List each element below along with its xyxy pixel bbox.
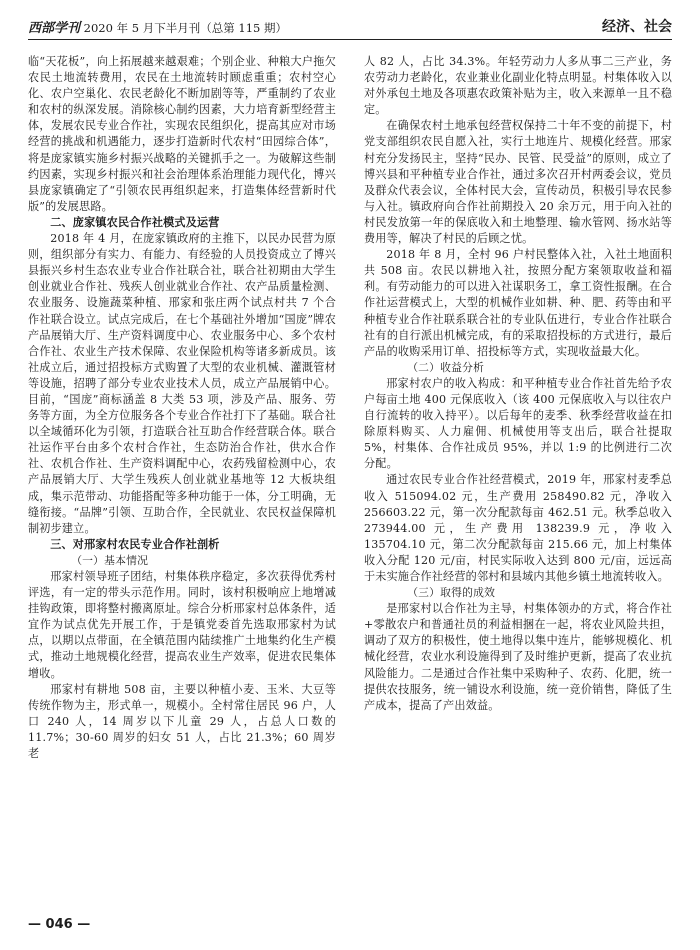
section-title: 经济、社会 <box>602 19 672 35</box>
issue-info: 2020 年 5 月下半月刊（总第 115 期） <box>83 21 287 35</box>
paragraph: 临“天花板”，向上拓展越来越艰难；个别企业、种粮大户拖欠农民土地流转费用，农民在土地流转时顾虑重重；农村空心化、农户空巢化、农民老龄化不断加剧等等，严重制约了农业和农村的纵深发展。消除核心制约因素，大力培育新型经营主体，发展农民专业合作社，实现农民组织化，提高其应对市场经营的挑战和机遇能力，逐步打造新时代农村“田园综合体”，将是庞家镇实施乡村振兴战略的关键抓手之一。为破解这些制约因素，实现乡村振兴和社会治理体系治理能力现代化，博兴县庞家镇确定了“引领农民再组织起来，打造集体经营新时代版”的发展思路。 <box>28 55 336 213</box>
paragraph: 邢家村有耕地 508 亩，主要以种植小麦、玉米、大豆等传统作物为主，形式单一，规模小。全村常住居民 96 户，人口 240 人，14 周岁以下儿童 29 人，占总人口数的 11.7%；30-60 周岁的妇女 51 人，占比 21.3%；60 周岁老 <box>28 682 336 761</box>
paragraph: 2018 年 4 月，在庞家镇政府的主推下，以民办民营为原则，组织部分有实力、有能力、有经验的人员投资成立了博兴县振兴乡村生态农业专业合作社联合社，联合社初期由大学生创业就业合作社、残疾人创业就业合作社、农产品质量检测、农业服务、设施蔬菜种植、邢家和张庄两个试点村共 7 个合作社联合设立。试点完成后，在七个基础社外增加“国庞”牌农产品展销大厅、生产资料调度中心、农业服务中心、多个农村合作社、农业生产技术保障、农业保险机构等诸多新成员。该社成立后，通过招投标方式购置了大型的农业机械、灌溉管材等设施，招聘了部分专业农业技术人员，成立产品展销中心。目前，“国庞”商标涵盖 8 大类 53 项，涉及产品、服务、劳务等方面，为全方位服务各个专业合作社打下了基础。联合社以全域循环化为引领，打造联合社互助合作经营联合体。联合社运作平台由多个农村合作社，生态防治合作社，供水合作社、农机合作社、生产资料调配中心，农药残留检测中心，农产品展销大厅、大学生残疾人创业就业基地等 12 大板块组成，集示范带动、功能搭配等多种功能于一体，分工明确，无缝衔接。“品牌”引领、互助合作，全民就业、农民权益保障机制初步建立。 <box>28 232 336 535</box>
paragraph: 在确保农村土地承包经营权保持二十年不变的前提下，村党支部组织农民自愿入社，实行土地连片、规模化经营。邢家村充分发扬民主，坚持“民办、民管、民受益”的原则，成立了博兴县和平种植专业合作社，通过多次召开村两委会议，党员及群众代表会议，全体村民大会，宣传动员，积极引导农民参与入社。镇政府向合作社前期投入 20 余万元，用于向入社的村民发放第一年的保底收入和土地整理、输水管网、扬水站等费用等，解决了村民的后顾之忧。 <box>364 119 672 246</box>
paragraph: 通过农民专业合作社经营模式，2019 年，邢家村麦季总收入 515094.02 元，生产费用 258490.82 元，净收入 256603.22 元，第一次分配款每亩 462.51 元。秋季总收入 273944.00 元，生产费用 138239.9 元，净收入 135704.10 元，第二次分配款每亩 215.66 元，加上村集体收入分配 120 元/亩，村民实际收入达到 800 元/亩，远远高于未实施合作社经营的邻村和县域内其他乡镇土地流转收入。 <box>364 473 672 583</box>
journal-issue-line <box>28 17 287 36</box>
paragraph: 人 82 人，占比 34.3%。年轻劳动力人多从事二三产业，务农劳动力老龄化，农业兼业化副业化特点明显。村集体收入以对外承包土地及各项惠农政策补贴为主，收入来源单一且不稳定。 <box>364 55 672 117</box>
section-heading: （三）取得的成效 <box>407 586 496 600</box>
section-heading: 二、庞家镇农民合作社模式及运营 <box>50 215 220 229</box>
page-header <box>28 15 672 47</box>
header-rule <box>28 39 672 40</box>
section-heading: 三、对邢家村农民专业合作社剖析 <box>50 537 220 551</box>
paragraph: 2018 年 8 月，全村 96 户村民整体入社，入社土地面积共 508 亩。农民以耕地入社，按照分配方案领取收益和福利。有劳动能力的可以进入社谋职务工，拿工资性报酬。在合作社运营模式上，大型的机械作业如耕、种、肥、药等由和平种植专业合作社联系联合社的专业队伍进行，专业合作社联合社有的自行派出机械完成，有的采取招投标的方式进行，最后产品的收购采用订单、招投标等方式，实现收益最大化。 <box>364 248 672 358</box>
right-column <box>364 54 672 714</box>
section-heading: （一）基本情况 <box>71 553 149 567</box>
journal-title: 西部学刊 <box>28 21 81 36</box>
paragraph: 邢家村农户的收入构成：和平种植专业合作社首先给予农户每亩土地 400 元保底收入（该 400 元保底收入与以往农户自行流转的收入持平）。以后每年的麦季、秋季经营收益在扣除原料购买、人力雇佣、机械使用等支出后，联合社提取 5%，村集体、合作社成员 95%，并以 1:9 的比例进行二次分配。 <box>364 376 672 471</box>
left-column <box>28 54 336 762</box>
paragraph: 邢家村领导班子团结，村集体秩序稳定，多次获得优秀村评选，有一定的带头示范作用。同时，该村积极响应上地增减挂钩政策，即将整村搬离原址。综合分析邢家村总体条件，适宜作为试点优先开展工作，于是镇党委首先选取邢家村为试点，以期以点带面，在全镇范围内陆续推广土地集约化生产模式，推动土地规模化经营，提高农业生产效率，促进农民集体增收。 <box>28 570 336 680</box>
section-heading: （二）收益分析 <box>407 360 485 374</box>
paragraph: 是邢家村以合作社为主导，村集体领办的方式，将合作社+零散农户和普通社员的利益相捆在一起，将农业风险共担，调动了双方的积极性，使土地得以集中连片，能够规模化、机械化经营，农业水利设施得到了及时维护更新，提高了农业抗风险能力。二是通过合作社集中采购种子、农药、化肥，统一提供农技服务，统一铺设水利设施，统一竞价销售，降低了生产成本，提高了产出效益。 <box>364 602 672 712</box>
page-number: — 046 — <box>28 917 91 932</box>
